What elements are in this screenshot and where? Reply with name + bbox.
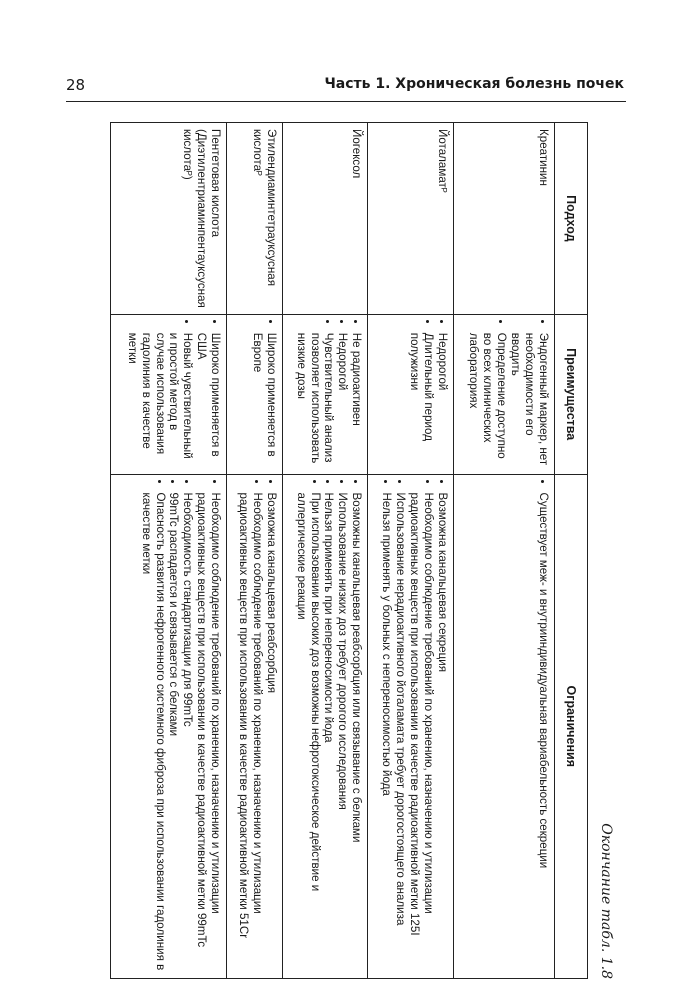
table-row xyxy=(111,123,227,979)
advantages-cell xyxy=(282,314,368,474)
bullet-list xyxy=(139,481,222,972)
advantage-item: • Длительный период полужизни xyxy=(407,333,435,468)
table-row xyxy=(282,123,368,979)
limitation-item: • Необходимость стандартизации для 99mTc xyxy=(180,493,194,972)
advantage-item: • Широко применяется в Европе xyxy=(250,333,278,468)
advantage-item: • Недорогой xyxy=(336,333,350,468)
approach-cell: Йоталаматᴾ xyxy=(368,123,454,315)
limitations-cell xyxy=(227,474,282,978)
limitation-item: • Необходимо соблюдение требований по хранению, назначению и утилизации радиоактивных веществ при использовании в качестве радиоактивной метки 51Cr xyxy=(236,493,264,972)
approach-cell: Этилендиаминтетрауксусная кислотаᴾ xyxy=(227,123,282,315)
limitations-cell xyxy=(282,474,368,978)
limitation-item: • Возможны канальцевая реабсорбция или связывание с белками xyxy=(349,493,363,972)
bullet-list xyxy=(536,481,550,972)
advantage-item: • Широко применяется в США xyxy=(194,333,222,468)
table-header-row xyxy=(555,123,588,979)
bullet-list xyxy=(294,481,364,972)
limitation-item: • Необходимо соблюдение требований по хранению, назначению и утилизации радиоактивных веществ при использовании в качестве радиоактивной метки 125I xyxy=(407,493,435,972)
advantage-item: • Новый чувствительный и простой метод в случае использования гадолиния в качестве метки xyxy=(125,333,195,468)
column-header: Ограничения xyxy=(555,474,588,978)
limitation-item: • При использовании высоких доз возможны нефротоксическое действие и аллергические реакции xyxy=(294,493,322,972)
limitation-item: • Нельзя применять при непереносимости йода xyxy=(322,493,336,972)
limitation-item: • 99mTc распадается и связывается с белками xyxy=(167,493,181,972)
limitation-item: • Возможна канальцевая секреция xyxy=(435,493,449,972)
advantages-cell xyxy=(454,314,555,474)
bullet-list xyxy=(250,321,278,468)
advantages-cell xyxy=(227,314,282,474)
bullet-list xyxy=(467,321,550,468)
table-row xyxy=(368,123,454,979)
header-rule xyxy=(66,101,626,102)
advantage-item: • Чувствительный анализ позволяет использовать низкие дозы xyxy=(294,333,336,468)
column-header: Преимущества xyxy=(555,314,588,474)
advantage-item: • Недорогой xyxy=(435,333,449,468)
limitations-cell xyxy=(111,474,227,978)
bullet-list xyxy=(125,321,222,468)
limitation-item: • Опасность развития нефрогенного системного фиброза при использовании гадолиния в качестве метки xyxy=(139,493,167,972)
page-number: 28 xyxy=(66,76,86,94)
bullet-list xyxy=(380,481,450,972)
limitation-item: • Существует меж- и внутрииндивидуальная вариабельность секреции xyxy=(536,493,550,972)
running-title: Часть 1. Хроническая болезнь почек xyxy=(324,76,624,92)
limitation-item: • Использование низких доз требует дорогого исследования xyxy=(336,493,350,972)
table-continuation-caption: Окончание табл. 1.8 xyxy=(598,823,614,979)
limitation-item: • Возможна канальцевая реабсорбция xyxy=(264,493,278,972)
limitation-item: • Использование нерадиоактивного йоталамата требует дорогостоящего анализа xyxy=(393,493,407,972)
column-header: Подход xyxy=(555,123,588,315)
advantages-cell xyxy=(111,314,227,474)
bullet-list xyxy=(236,481,278,972)
table-row xyxy=(454,123,555,979)
approach-cell: Йогексол xyxy=(282,123,368,315)
rotated-table-block xyxy=(110,122,614,979)
advantages-cell xyxy=(368,314,454,474)
bullet-list xyxy=(294,321,364,468)
bullet-list xyxy=(407,321,449,468)
limitation-item: • Необходимо соблюдение требований по хранению, назначению и утилизации радиоактивных веществ при использовании в качестве радиоактивной метки 99mTc xyxy=(194,493,222,972)
limitation-item: • Нельзя применять у больных с непереносимостью йода xyxy=(380,493,394,972)
approach-cell: Креатинин xyxy=(454,123,555,315)
comparison-table xyxy=(110,122,588,979)
advantage-item: • Определение доступно во всех клинических лабораториях xyxy=(467,333,509,468)
table-row xyxy=(227,123,282,979)
advantage-item: • Не радиоактивен xyxy=(349,333,363,468)
limitations-cell xyxy=(454,474,555,978)
limitations-cell xyxy=(368,474,454,978)
approach-cell: Пентетовая кислота (Диэтилентриаминпентауксусная кислотаᴾ) xyxy=(111,123,227,315)
advantage-item: • Эндогенный маркер, нет необходимости его вводить xyxy=(508,333,550,468)
